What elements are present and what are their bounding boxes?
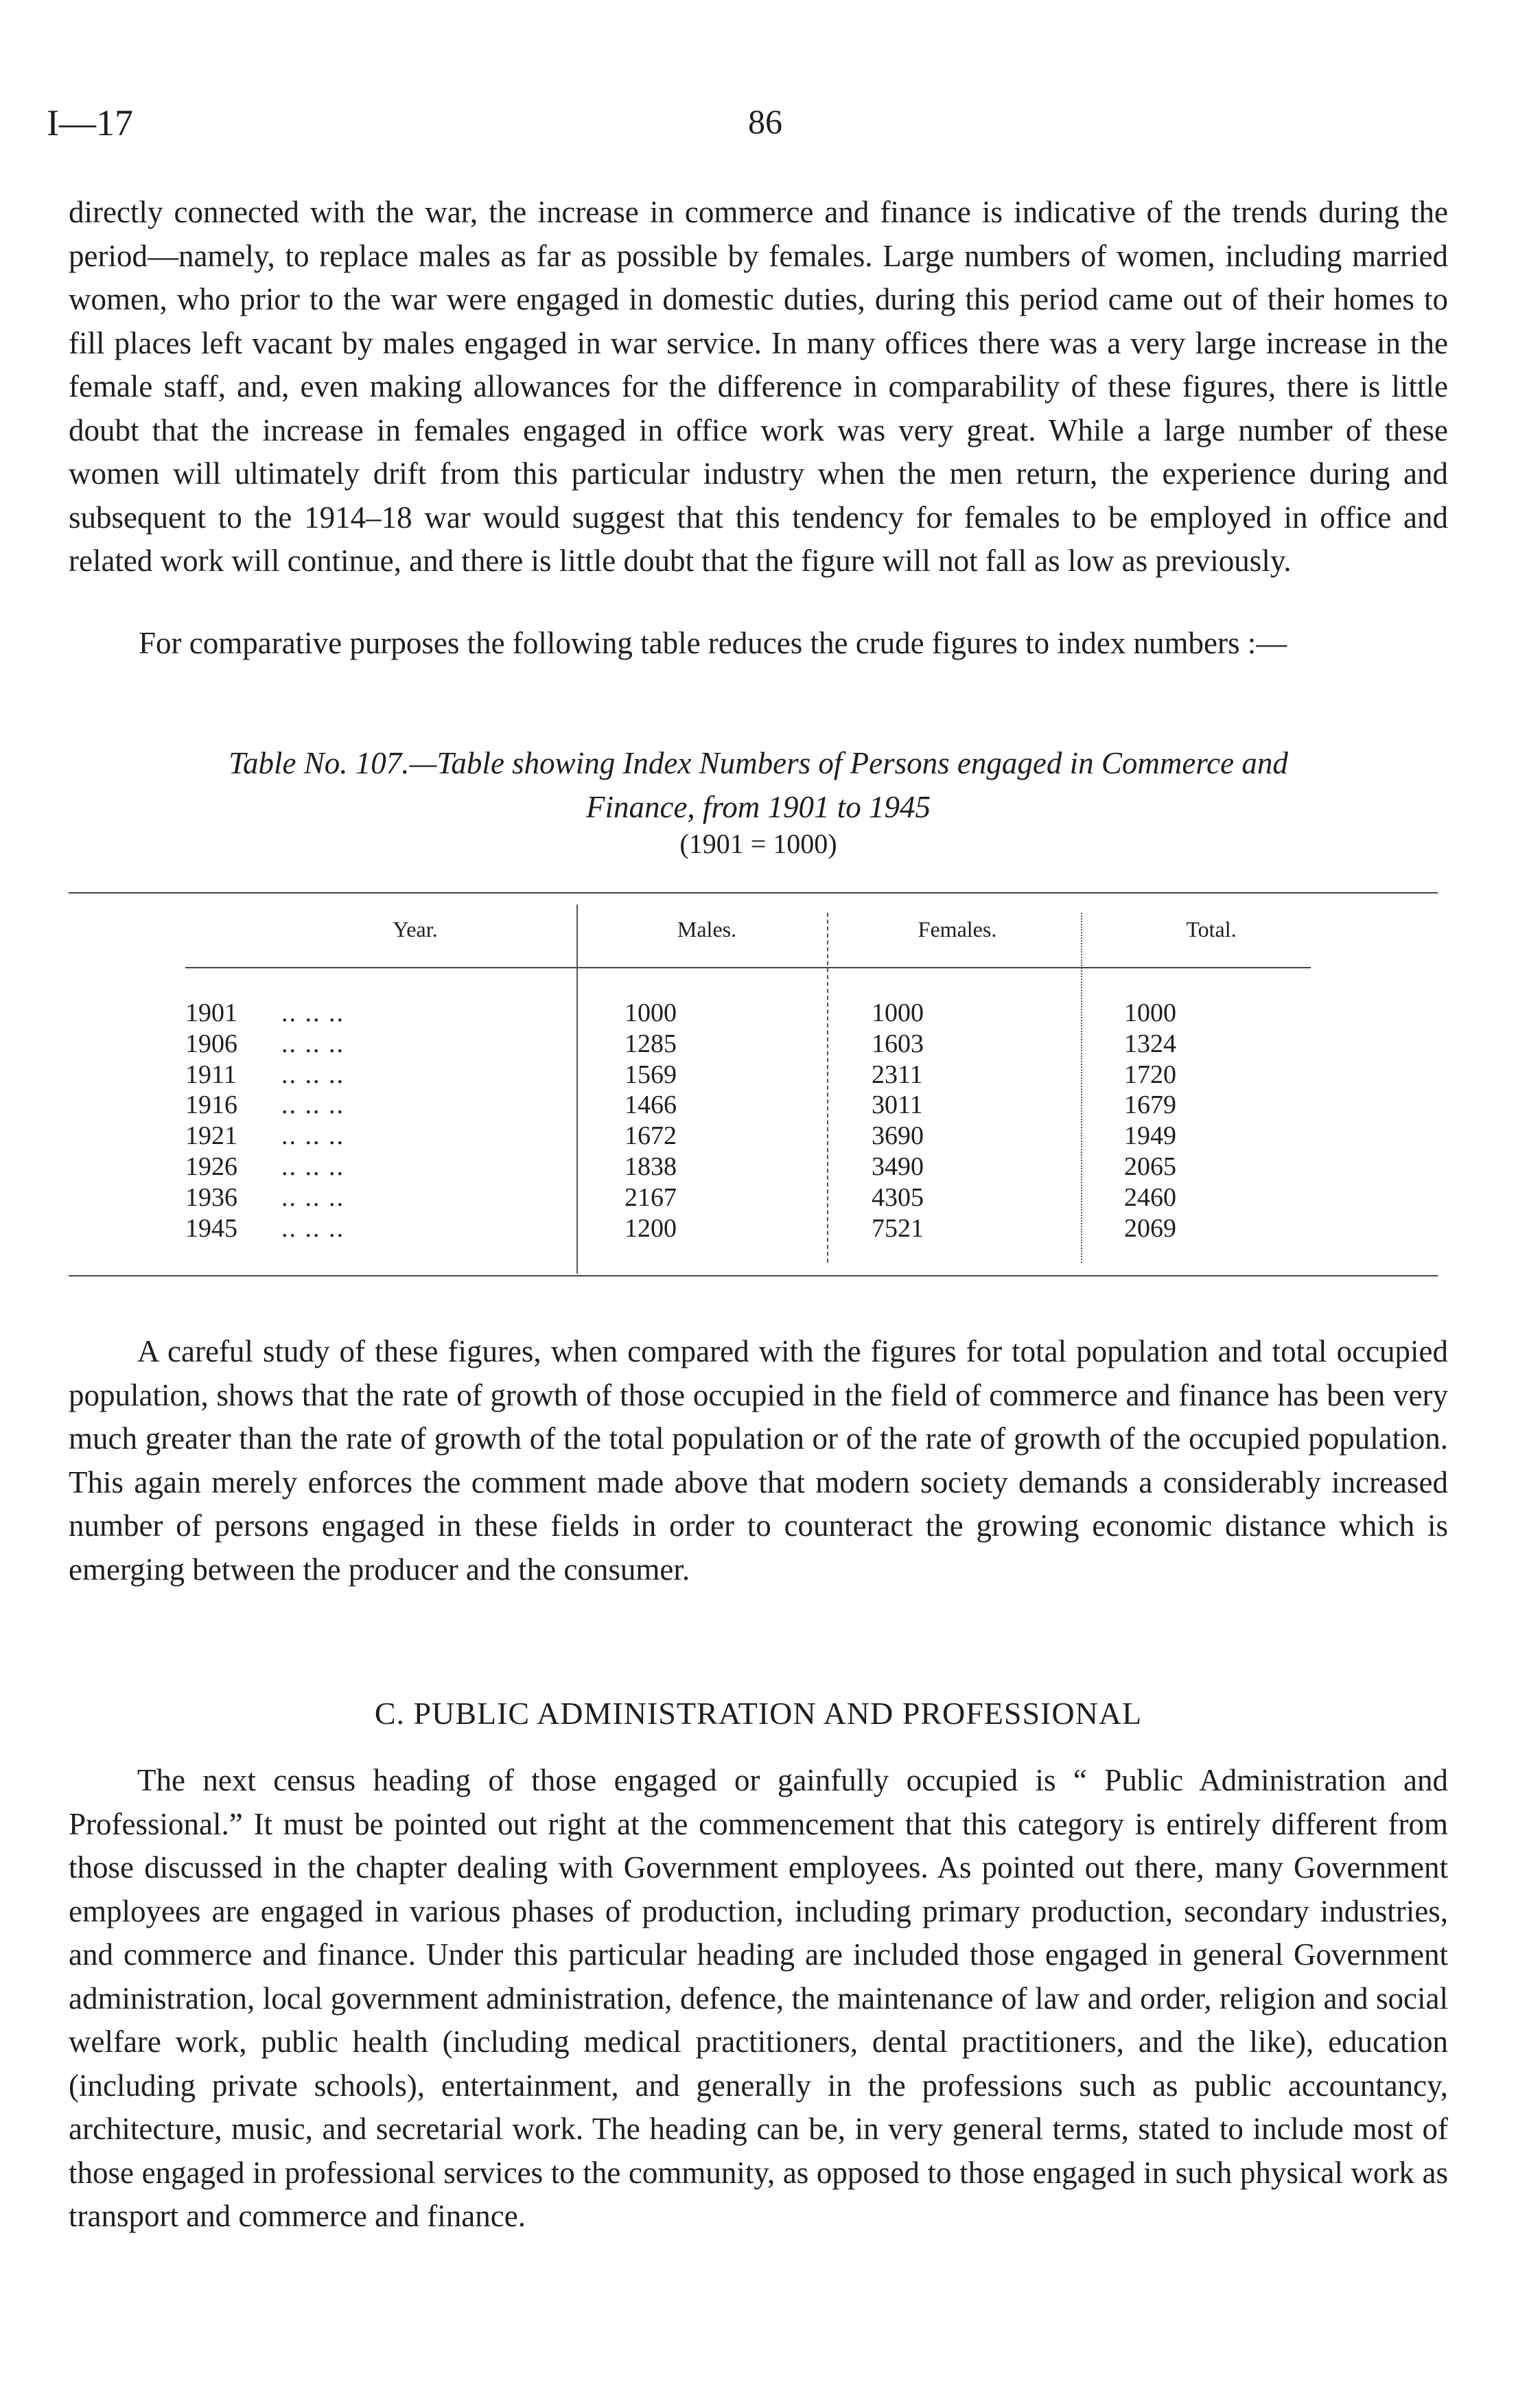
section-code: I—17 <box>47 102 133 143</box>
cell-females: 3490 <box>872 1152 924 1181</box>
leader-dots: .. .. .. <box>281 1121 345 1151</box>
column-header-total: Total. <box>1186 917 1237 942</box>
cell-females: 7521 <box>872 1213 924 1243</box>
table-top-rule <box>69 892 1438 894</box>
section-heading: C. PUBLIC ADMINISTRATION AND PROFESSIONAL <box>374 1696 1143 1731</box>
leader-dots: .. .. .. <box>281 1060 345 1089</box>
cell-females: 1603 <box>872 1029 924 1058</box>
table-header-rule <box>185 967 1311 968</box>
paragraph-public-administration: The next census heading of those engaged or gainfully occupied is “ Public Administration and Professional.” It must be pointed out right at the commencement that this category is entirely different from those discussed in the chapter dealing with Government employees. As pointed out there, many Government employees are engaged in various phases of production, including primary production, secondary industries, and commerce and finance. Under this particular heading are included those engaged in general Government administration, local government administration, defence, the maintenance of law and order, religion and social welfare work, public health (including medical practitioners, dental practitioners, and the like), education (including private schools), entertainment, and generally in the professions such as public accountancy, architecture, music, and secretarial work. The heading can be, in very general terms, stated to include most of those engaged in professional services to the community, as opposed to those engaged in such physical work as transport and commerce and finance. <box>69 1763 1448 2233</box>
cell-total: 2065 <box>1124 1152 1176 1181</box>
leader-dots: .. .. .. <box>281 999 345 1027</box>
cell-males: 1285 <box>625 1029 677 1058</box>
cell-year: 1916 <box>185 1090 237 1120</box>
paragraph-war-trends: directly connected with the war, the increase in commerce and finance is indicative of the trends during the period—namely, to replace males as far as possible by females. Large numbers of women, including married women, who prior to the war were engaged in domestic duties, during this period came out of their homes to fill places left vacant by males engaged in war service. In many offices there was a very large increase in the female staff, and, even making allowances for the difference in comparability of these figures, there is little doubt that the increase in females engaged in office work was very great. While a large number of these women will ultimately drift from this particular industry when the men return, the experience during and subsequent to the 1914–18 war would suggest that this tendency for females to be employed in office and related work will continue, and there is little doubt that the figure will not fall as low as previously. <box>69 195 1448 578</box>
leader-dots: .. .. .. <box>281 1152 345 1181</box>
paragraph-growth-analysis: A careful study of these figures, when compared with the figures for total population and total occupied population, shows that the rate of growth of those occupied in the field of commerce and finance has been very much greater than the rate of growth of the total population or of the rate of growth of the occupied population. This again merely enforces the comment made above that modern society demands a considerably increased number of persons engaged in these fields in order to counteract the growing economic distance which is emerging between the producer and the consumer. <box>69 1334 1448 1587</box>
cell-total: 1949 <box>1124 1121 1176 1151</box>
cell-males: 1200 <box>625 1213 677 1243</box>
table-row <box>185 1182 1352 1213</box>
cell-year: 1926 <box>185 1152 237 1181</box>
cell-year: 1901 <box>185 999 237 1027</box>
table-base-note: (1901 = 1000) <box>679 828 837 859</box>
cell-males: 2167 <box>625 1182 677 1212</box>
column-header-females: Females. <box>918 917 997 942</box>
table-row <box>185 1090 1352 1121</box>
leader-dots: .. .. .. <box>281 1182 345 1212</box>
cell-females: 2311 <box>872 1060 923 1089</box>
table-body <box>185 998 1352 1244</box>
table-row <box>185 1152 1352 1182</box>
cell-total: 2069 <box>1124 1213 1176 1243</box>
cell-total: 1000 <box>1124 999 1176 1027</box>
leader-dots: .. .. .. <box>281 1090 345 1120</box>
table-row <box>185 998 1352 1029</box>
cell-females: 4305 <box>872 1182 924 1212</box>
column-header-males: Males. <box>677 917 737 942</box>
leader-dots: .. .. .. <box>281 1213 345 1243</box>
table-caption-line-2: Finance, from 1901 to 1945 <box>585 790 931 824</box>
cell-females: 1000 <box>872 999 924 1027</box>
cell-males: 1838 <box>625 1152 677 1181</box>
cell-year: 1936 <box>185 1182 237 1212</box>
table-row <box>185 1213 1352 1244</box>
page-number: 86 <box>748 102 782 141</box>
cell-total: 1720 <box>1124 1060 1176 1089</box>
table-bottom-rule <box>69 1275 1438 1276</box>
cell-total: 1324 <box>1124 1029 1176 1058</box>
cell-males: 1569 <box>625 1060 677 1089</box>
cell-year: 1921 <box>185 1121 237 1151</box>
paragraph-table-intro: For comparative purposes the following table reduces the crude figures to index numbers :— <box>139 626 1287 660</box>
table-caption-line-1: Table No. 107.—Table showing Index Numbers of Persons engaged in Commerce and <box>229 746 1288 780</box>
cell-total: 1679 <box>1124 1090 1176 1120</box>
leader-dots: .. .. .. <box>281 1029 345 1058</box>
cell-year: 1945 <box>185 1213 237 1243</box>
cell-year: 1911 <box>185 1060 237 1089</box>
cell-year: 1906 <box>185 1029 237 1058</box>
cell-females: 3690 <box>872 1121 924 1151</box>
cell-males: 1672 <box>625 1121 677 1151</box>
column-header-year: Year. <box>393 917 438 942</box>
table-row <box>185 1121 1352 1152</box>
table-row <box>185 1029 1352 1060</box>
cell-males: 1466 <box>625 1090 677 1120</box>
table-row <box>185 1060 1352 1090</box>
cell-females: 3011 <box>872 1090 923 1120</box>
cell-males: 1000 <box>625 999 677 1027</box>
cell-total: 2460 <box>1124 1182 1176 1212</box>
table-caption <box>69 741 1448 829</box>
